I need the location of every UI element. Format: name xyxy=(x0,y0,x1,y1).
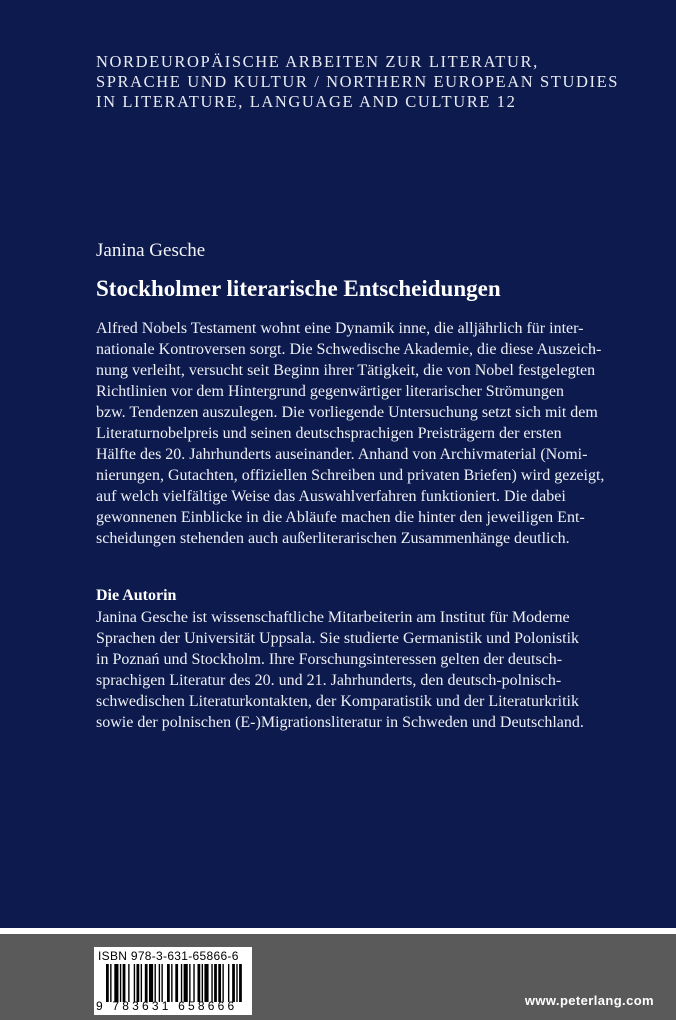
blurb-line: nationale Kontroversen sorgt. Die Schwedische Akademie, die diese Auszeich- xyxy=(96,341,602,358)
barcode-bar xyxy=(145,964,148,1002)
barcode-digits: 9 783631 658666 xyxy=(96,999,238,1013)
bio-line: Sprachen der Universität Uppsala. Sie studierte Germanistik und Polonistik xyxy=(96,630,580,647)
barcode-bar xyxy=(232,964,235,1002)
barcode-bar xyxy=(106,964,109,1002)
blurb-line: Literaturnobelpreis und seinen deutschsprachigen Preisträgern der ersten xyxy=(96,425,562,442)
blurb-line: Hälfte des 20. Jahrhunderts auseinander. Anhand von Archivmaterial (Nomi- xyxy=(96,446,588,463)
book-blurb xyxy=(96,318,656,549)
blurb-line: gewonnenen Einblicke in die Abläufe machen die hinter den jeweiligen Ent- xyxy=(96,509,585,526)
barcode-bar xyxy=(239,964,242,1002)
blurb-line: nung verleiht, versucht seit Beginn ihrer Tätigkeit, die von Nobel festgelegten xyxy=(96,362,596,379)
barcode-bar xyxy=(181,964,182,1002)
series-title xyxy=(96,52,656,112)
author-bio xyxy=(96,607,656,733)
barcode-bar xyxy=(136,964,139,1002)
barcode-bar xyxy=(197,964,200,1002)
barcode-bar xyxy=(218,964,221,1002)
barcode-bar xyxy=(175,964,178,1002)
barcode-bar xyxy=(155,964,156,1002)
barcode-bar xyxy=(141,964,142,1002)
bio-line: Janina Gesche ist wissenschaftliche Mitarbeiterin am Institut für Moderne xyxy=(96,609,570,626)
barcode-bar xyxy=(114,964,118,1002)
barcode-bar xyxy=(128,964,129,1002)
barcode-bar xyxy=(184,964,188,1002)
bio-line: schwedischen Literaturkontakten, der Komparatistik und der Literaturkritik xyxy=(96,693,579,710)
bio-line: in Poznań und Stockholm. Ihre Forschungsinteressen gelten der deutsch- xyxy=(96,651,563,668)
barcode-bar xyxy=(123,964,126,1002)
barcode-bar xyxy=(236,964,237,1002)
series-line: IN LITERATURE, LANGUAGE AND CULTURE 12 xyxy=(96,92,517,111)
barcode-bar xyxy=(120,964,121,1002)
bio-line: sprachigen Literatur des 20. und 21. Jahrhunderts, den deutsch-polnisch- xyxy=(96,672,562,689)
bio-heading: Die Autorin xyxy=(96,587,177,604)
barcode-bar xyxy=(161,964,162,1002)
barcode-bar xyxy=(171,964,172,1002)
blurb-line: bzw. Tendenzen auszulegen. Die vorliegende Untersuchung setzt sich mit dem xyxy=(96,404,598,421)
barcode-bar xyxy=(214,964,217,1002)
barcode-block xyxy=(94,947,252,1015)
barcode-bar xyxy=(134,964,135,1002)
bio-line: sowie der polnischen (E-)Migrationsliteratur in Schweden und Deutschland. xyxy=(96,714,584,731)
barcode-bar xyxy=(228,964,229,1002)
barcode-bar xyxy=(167,964,170,1002)
barcode-bar xyxy=(211,964,212,1002)
publisher-url[interactable]: www.peterlang.com xyxy=(524,993,654,1008)
barcode-bar xyxy=(110,964,111,1002)
blurb-line: auf welch vielfältige Weise das Auswahlverfahren funktioniert. Die dabei xyxy=(96,488,566,505)
blurb-line: nierungen, Gutachten, offiziellen Schreiben und privaten Briefen) wird gezeigt, xyxy=(96,467,605,484)
barcode-bar xyxy=(204,964,208,1002)
barcode-bar xyxy=(189,964,190,1002)
book-title: Stockholmer literarische Entscheidungen xyxy=(96,276,501,301)
blurb-line: scheidungen stehenden auch außerliterarischen Zusammenhänge deutlich. xyxy=(96,530,570,547)
barcode-bars xyxy=(106,964,246,1002)
barcode-bar xyxy=(202,964,203,1002)
blurb-line: Richtlinien vor dem Hintergrund gegenwärtiger literarischer Strömungen xyxy=(96,383,565,400)
series-line: SPRACHE UND KULTUR / NORTHERN EUROPEAN STUDIES xyxy=(96,72,620,91)
barcode-bar xyxy=(222,964,223,1002)
isbn-label: ISBN 978-3-631-65866-6 xyxy=(98,949,239,963)
blurb-line: Alfred Nobels Testament wohnt eine Dynamik inne, die alljährlich für inter- xyxy=(96,320,584,337)
barcode-bar xyxy=(159,964,160,1002)
barcode-bar xyxy=(193,964,194,1002)
barcode-bar xyxy=(149,964,153,1002)
series-line: NORDEUROPÄISCHE ARBEITEN ZUR LITERATUR, xyxy=(96,52,539,71)
author-name: Janina Gesche xyxy=(96,240,206,261)
